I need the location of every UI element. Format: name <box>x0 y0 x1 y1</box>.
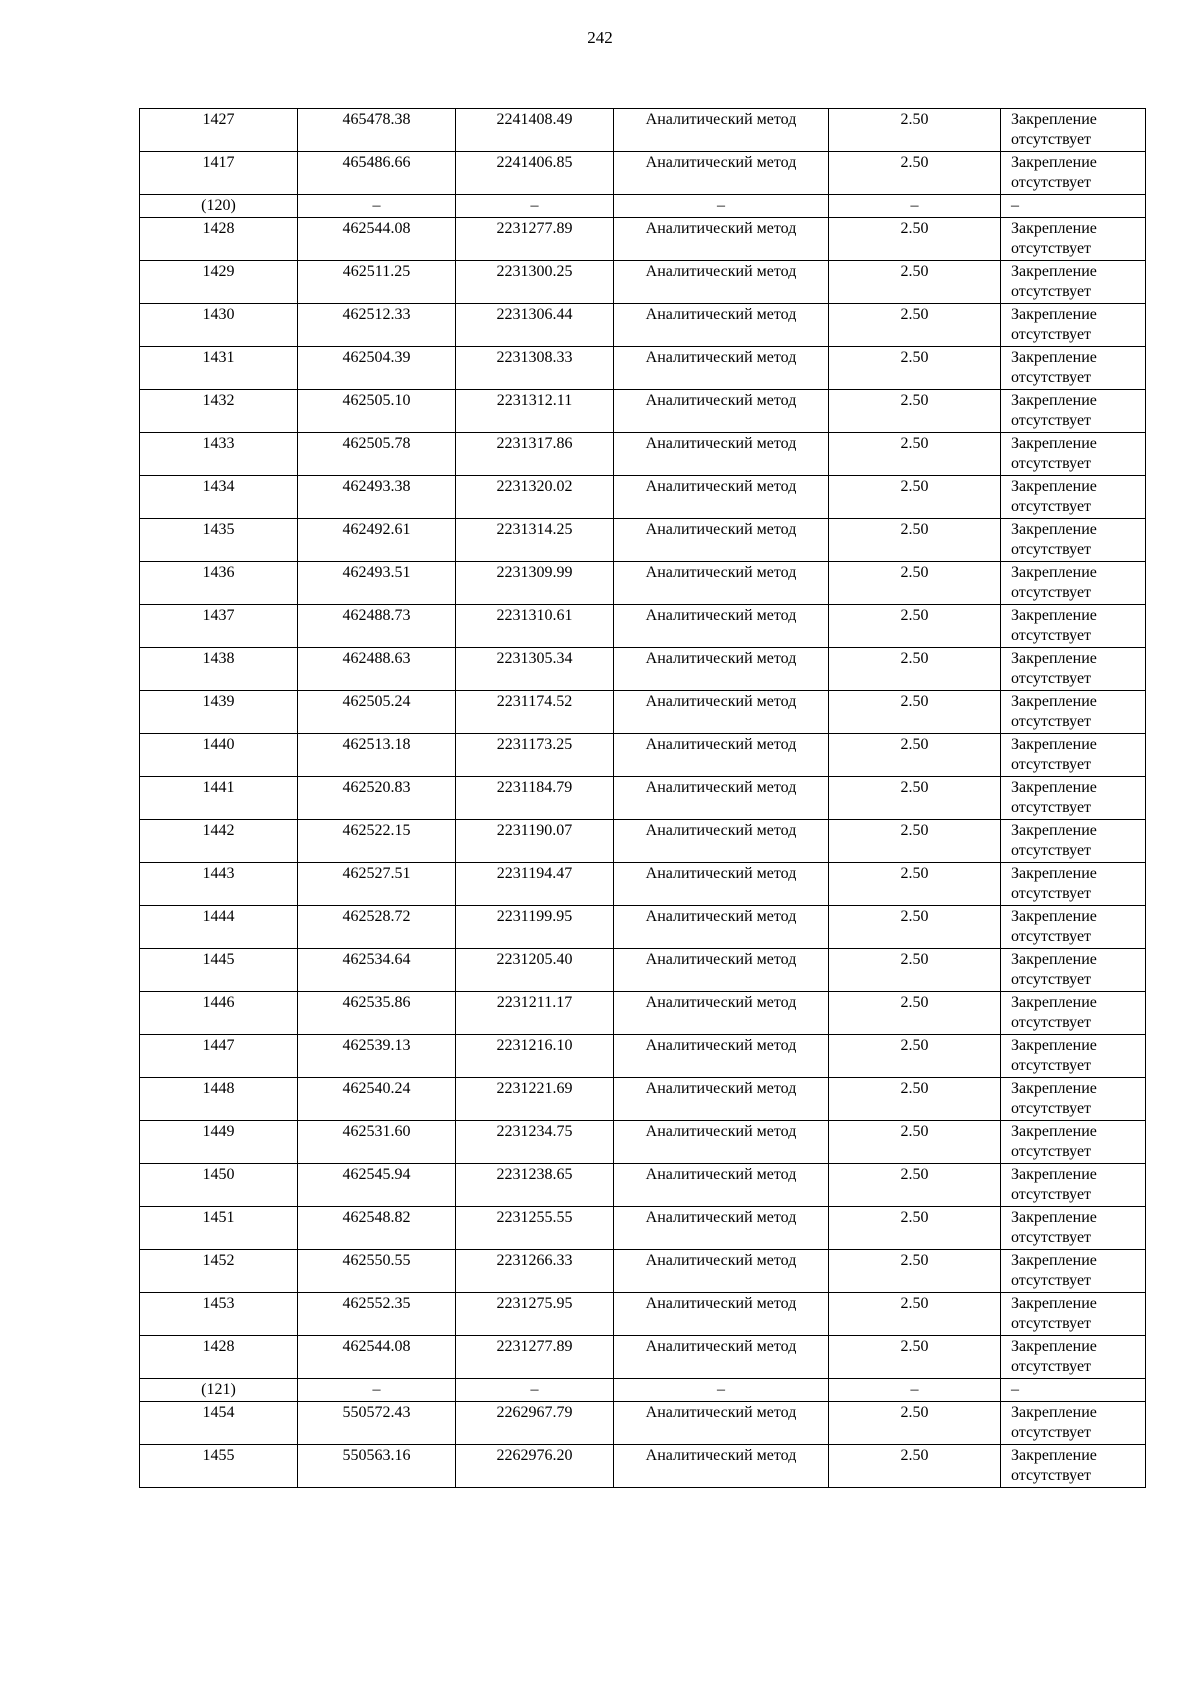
table-row <box>140 992 1146 1035</box>
y-coordinate-cell: 2231312.11 <box>456 390 614 433</box>
y-coordinate-cell: 2241408.49 <box>456 109 614 152</box>
fixation-cell: Закрепление отсутствует <box>1001 109 1146 152</box>
fixation-cell: Закрепление отсутствует <box>1001 691 1146 734</box>
x-coordinate-cell: 462522.15 <box>298 820 456 863</box>
y-coordinate-cell: 2231314.25 <box>456 519 614 562</box>
point-number-cell: 1447 <box>140 1035 298 1078</box>
accuracy-cell: 2.50 <box>829 1293 1001 1336</box>
accuracy-cell: 2.50 <box>829 1035 1001 1078</box>
point-number-cell: 1444 <box>140 906 298 949</box>
point-number-cell: 1454 <box>140 1402 298 1445</box>
accuracy-cell: 2.50 <box>829 605 1001 648</box>
accuracy-cell: 2.50 <box>829 1250 1001 1293</box>
accuracy-cell: 2.50 <box>829 562 1001 605</box>
point-number-cell: 1437 <box>140 605 298 648</box>
x-coordinate-cell: 462545.94 <box>298 1164 456 1207</box>
x-coordinate-cell: 462540.24 <box>298 1078 456 1121</box>
point-number-cell: (121) <box>140 1379 298 1402</box>
fixation-cell: Закрепление отсутствует <box>1001 1402 1146 1445</box>
x-coordinate-cell: 465486.66 <box>298 152 456 195</box>
method-cell: Аналитический метод <box>614 218 829 261</box>
method-cell: Аналитический метод <box>614 863 829 906</box>
accuracy-cell: 2.50 <box>829 519 1001 562</box>
accuracy-cell: 2.50 <box>829 734 1001 777</box>
point-number-cell: 1429 <box>140 261 298 304</box>
accuracy-cell: 2.50 <box>829 906 1001 949</box>
accuracy-cell: 2.50 <box>829 777 1001 820</box>
x-coordinate-cell: 462505.10 <box>298 390 456 433</box>
fixation-cell: Закрепление отсутствует <box>1001 476 1146 519</box>
table-row <box>140 1379 1146 1402</box>
table-row <box>140 906 1146 949</box>
y-coordinate-cell: 2231305.34 <box>456 648 614 691</box>
table-row <box>140 820 1146 863</box>
x-coordinate-cell: 462511.25 <box>298 261 456 304</box>
table-row <box>140 476 1146 519</box>
accuracy-cell: 2.50 <box>829 218 1001 261</box>
fixation-cell: – <box>1001 195 1146 218</box>
table-row <box>140 195 1146 218</box>
point-number-cell: 1433 <box>140 433 298 476</box>
table-row <box>140 1207 1146 1250</box>
method-cell: Аналитический метод <box>614 1402 829 1445</box>
point-number-cell: 1428 <box>140 218 298 261</box>
y-coordinate-cell: 2231266.33 <box>456 1250 614 1293</box>
point-number-cell: 1430 <box>140 304 298 347</box>
method-cell: Аналитический метод <box>614 519 829 562</box>
method-cell: Аналитический метод <box>614 605 829 648</box>
method-cell: Аналитический метод <box>614 648 829 691</box>
x-coordinate-cell: 462488.63 <box>298 648 456 691</box>
y-coordinate-cell: 2231205.40 <box>456 949 614 992</box>
y-coordinate-cell: 2231190.07 <box>456 820 614 863</box>
table-row <box>140 777 1146 820</box>
x-coordinate-cell: 462527.51 <box>298 863 456 906</box>
accuracy-cell: 2.50 <box>829 304 1001 347</box>
point-number-cell: 1439 <box>140 691 298 734</box>
y-coordinate-cell: 2231310.61 <box>456 605 614 648</box>
x-coordinate-cell: 462505.78 <box>298 433 456 476</box>
fixation-cell: Закрепление отсутствует <box>1001 1445 1146 1488</box>
coordinates-table <box>139 108 1146 1488</box>
x-coordinate-cell: 462539.13 <box>298 1035 456 1078</box>
fixation-cell: Закрепление отсутствует <box>1001 605 1146 648</box>
accuracy-cell: 2.50 <box>829 1207 1001 1250</box>
fixation-cell: Закрепление отсутствует <box>1001 1078 1146 1121</box>
y-coordinate-cell: 2231308.33 <box>456 347 614 390</box>
table-row <box>140 1293 1146 1336</box>
y-coordinate-cell: 2262967.79 <box>456 1402 614 1445</box>
fixation-cell: Закрепление отсутствует <box>1001 949 1146 992</box>
method-cell: – <box>614 195 829 218</box>
point-number-cell: 1441 <box>140 777 298 820</box>
x-coordinate-cell: 462504.39 <box>298 347 456 390</box>
y-coordinate-cell: 2231194.47 <box>456 863 614 906</box>
fixation-cell: Закрепление отсутствует <box>1001 1250 1146 1293</box>
fixation-cell: Закрепление отсутствует <box>1001 433 1146 476</box>
method-cell: Аналитический метод <box>614 562 829 605</box>
point-number-cell: 1417 <box>140 152 298 195</box>
x-coordinate-cell: 462505.24 <box>298 691 456 734</box>
y-coordinate-cell: 2231277.89 <box>456 218 614 261</box>
y-coordinate-cell: 2231238.65 <box>456 1164 614 1207</box>
point-number-cell: 1428 <box>140 1336 298 1379</box>
method-cell: Аналитический метод <box>614 433 829 476</box>
table-row <box>140 949 1146 992</box>
method-cell: Аналитический метод <box>614 992 829 1035</box>
point-number-cell: 1455 <box>140 1445 298 1488</box>
method-cell: Аналитический метод <box>614 476 829 519</box>
method-cell: Аналитический метод <box>614 820 829 863</box>
table-row <box>140 218 1146 261</box>
table-row <box>140 304 1146 347</box>
accuracy-cell: 2.50 <box>829 476 1001 519</box>
x-coordinate-cell: – <box>298 195 456 218</box>
point-number-cell: 1452 <box>140 1250 298 1293</box>
point-number-cell: 1446 <box>140 992 298 1035</box>
x-coordinate-cell: 550563.16 <box>298 1445 456 1488</box>
fixation-cell: Закрепление отсутствует <box>1001 519 1146 562</box>
y-coordinate-cell: 2231306.44 <box>456 304 614 347</box>
page-number: 242 <box>587 28 613 47</box>
point-number-cell: 1435 <box>140 519 298 562</box>
table-row <box>140 390 1146 433</box>
fixation-cell: Закрепление отсутствует <box>1001 304 1146 347</box>
x-coordinate-cell: 462493.38 <box>298 476 456 519</box>
fixation-cell: Закрепление отсутствует <box>1001 1121 1146 1164</box>
x-coordinate-cell: 462534.64 <box>298 949 456 992</box>
x-coordinate-cell: 462550.55 <box>298 1250 456 1293</box>
fixation-cell: Закрепление отсутствует <box>1001 906 1146 949</box>
table-row <box>140 1250 1146 1293</box>
table-row <box>140 519 1146 562</box>
table-row <box>140 734 1146 777</box>
point-number-cell: (120) <box>140 195 298 218</box>
accuracy-cell: 2.50 <box>829 648 1001 691</box>
table-row <box>140 1035 1146 1078</box>
x-coordinate-cell: 550572.43 <box>298 1402 456 1445</box>
method-cell: Аналитический метод <box>614 390 829 433</box>
x-coordinate-cell: 462520.83 <box>298 777 456 820</box>
method-cell: Аналитический метод <box>614 1293 829 1336</box>
y-coordinate-cell: 2231221.69 <box>456 1078 614 1121</box>
y-coordinate-cell: 2231255.55 <box>456 1207 614 1250</box>
method-cell: Аналитический метод <box>614 949 829 992</box>
method-cell: Аналитический метод <box>614 1336 829 1379</box>
y-coordinate-cell: 2231275.95 <box>456 1293 614 1336</box>
table-row <box>140 433 1146 476</box>
point-number-cell: 1443 <box>140 863 298 906</box>
table-row <box>140 1336 1146 1379</box>
fixation-cell: Закрепление отсутствует <box>1001 1164 1146 1207</box>
method-cell: Аналитический метод <box>614 777 829 820</box>
fixation-cell: Закрепление отсутствует <box>1001 820 1146 863</box>
table-row <box>140 347 1146 390</box>
y-coordinate-cell: 2231300.25 <box>456 261 614 304</box>
point-number-cell: 1445 <box>140 949 298 992</box>
method-cell: Аналитический метод <box>614 1445 829 1488</box>
fixation-cell: Закрепление отсутствует <box>1001 218 1146 261</box>
y-coordinate-cell: 2231173.25 <box>456 734 614 777</box>
accuracy-cell: 2.50 <box>829 261 1001 304</box>
point-number-cell: 1451 <box>140 1207 298 1250</box>
table-row <box>140 1121 1146 1164</box>
accuracy-cell: 2.50 <box>829 820 1001 863</box>
y-coordinate-cell: 2231199.95 <box>456 906 614 949</box>
point-number-cell: 1449 <box>140 1121 298 1164</box>
fixation-cell: Закрепление отсутствует <box>1001 390 1146 433</box>
y-coordinate-cell: – <box>456 195 614 218</box>
point-number-cell: 1453 <box>140 1293 298 1336</box>
x-coordinate-cell: 462493.51 <box>298 562 456 605</box>
accuracy-cell: – <box>829 195 1001 218</box>
y-coordinate-cell: 2231184.79 <box>456 777 614 820</box>
point-number-cell: 1431 <box>140 347 298 390</box>
x-coordinate-cell: 462528.72 <box>298 906 456 949</box>
fixation-cell: Закрепление отсутствует <box>1001 1035 1146 1078</box>
accuracy-cell: 2.50 <box>829 1445 1001 1488</box>
table-row <box>140 261 1146 304</box>
fixation-cell: Закрепление отсутствует <box>1001 1336 1146 1379</box>
fixation-cell: Закрепление отсутствует <box>1001 261 1146 304</box>
method-cell: Аналитический метод <box>614 304 829 347</box>
point-number-cell: 1436 <box>140 562 298 605</box>
fixation-cell: – <box>1001 1379 1146 1402</box>
point-number-cell: 1432 <box>140 390 298 433</box>
point-number-cell: 1434 <box>140 476 298 519</box>
point-number-cell: 1440 <box>140 734 298 777</box>
table-row <box>140 1164 1146 1207</box>
accuracy-cell: 2.50 <box>829 109 1001 152</box>
fixation-cell: Закрепление отсутствует <box>1001 992 1146 1035</box>
table-row <box>140 1445 1146 1488</box>
method-cell: Аналитический метод <box>614 1164 829 1207</box>
accuracy-cell: 2.50 <box>829 691 1001 734</box>
accuracy-cell: 2.50 <box>829 152 1001 195</box>
accuracy-cell: 2.50 <box>829 992 1001 1035</box>
y-coordinate-cell: 2231277.89 <box>456 1336 614 1379</box>
fixation-cell: Закрепление отсутствует <box>1001 152 1146 195</box>
x-coordinate-cell: 462535.86 <box>298 992 456 1035</box>
accuracy-cell: 2.50 <box>829 863 1001 906</box>
accuracy-cell: 2.50 <box>829 1121 1001 1164</box>
method-cell: Аналитический метод <box>614 1121 829 1164</box>
accuracy-cell: 2.50 <box>829 1336 1001 1379</box>
x-coordinate-cell: – <box>298 1379 456 1402</box>
x-coordinate-cell: 462512.33 <box>298 304 456 347</box>
table-row <box>140 863 1146 906</box>
x-coordinate-cell: 462531.60 <box>298 1121 456 1164</box>
x-coordinate-cell: 462488.73 <box>298 605 456 648</box>
table-body <box>140 109 1146 1488</box>
accuracy-cell: 2.50 <box>829 390 1001 433</box>
table-row <box>140 152 1146 195</box>
method-cell: – <box>614 1379 829 1402</box>
y-coordinate-cell: 2231234.75 <box>456 1121 614 1164</box>
y-coordinate-cell: 2231320.02 <box>456 476 614 519</box>
y-coordinate-cell: 2231216.10 <box>456 1035 614 1078</box>
method-cell: Аналитический метод <box>614 1207 829 1250</box>
method-cell: Аналитический метод <box>614 347 829 390</box>
y-coordinate-cell: 2231317.86 <box>456 433 614 476</box>
fixation-cell: Закрепление отсутствует <box>1001 734 1146 777</box>
y-coordinate-cell: 2262976.20 <box>456 1445 614 1488</box>
method-cell: Аналитический метод <box>614 1078 829 1121</box>
table-row <box>140 605 1146 648</box>
point-number-cell: 1427 <box>140 109 298 152</box>
accuracy-cell: 2.50 <box>829 433 1001 476</box>
accuracy-cell: – <box>829 1379 1001 1402</box>
x-coordinate-cell: 462513.18 <box>298 734 456 777</box>
fixation-cell: Закрепление отсутствует <box>1001 863 1146 906</box>
point-number-cell: 1442 <box>140 820 298 863</box>
table-row <box>140 562 1146 605</box>
fixation-cell: Закрепление отсутствует <box>1001 648 1146 691</box>
table-row <box>140 1078 1146 1121</box>
point-number-cell: 1450 <box>140 1164 298 1207</box>
y-coordinate-cell: 2231309.99 <box>456 562 614 605</box>
table-row <box>140 109 1146 152</box>
table-row <box>140 1402 1146 1445</box>
method-cell: Аналитический метод <box>614 1250 829 1293</box>
accuracy-cell: 2.50 <box>829 347 1001 390</box>
fixation-cell: Закрепление отсутствует <box>1001 1293 1146 1336</box>
method-cell: Аналитический метод <box>614 906 829 949</box>
table-row <box>140 648 1146 691</box>
point-number-cell: 1438 <box>140 648 298 691</box>
y-coordinate-cell: – <box>456 1379 614 1402</box>
method-cell: Аналитический метод <box>614 1035 829 1078</box>
table-row <box>140 691 1146 734</box>
method-cell: Аналитический метод <box>614 261 829 304</box>
y-coordinate-cell: 2231174.52 <box>456 691 614 734</box>
method-cell: Аналитический метод <box>614 152 829 195</box>
fixation-cell: Закрепление отсутствует <box>1001 347 1146 390</box>
fixation-cell: Закрепление отсутствует <box>1001 562 1146 605</box>
method-cell: Аналитический метод <box>614 734 829 777</box>
x-coordinate-cell: 462544.08 <box>298 218 456 261</box>
y-coordinate-cell: 2231211.17 <box>456 992 614 1035</box>
x-coordinate-cell: 465478.38 <box>298 109 456 152</box>
method-cell: Аналитический метод <box>614 109 829 152</box>
x-coordinate-cell: 462552.35 <box>298 1293 456 1336</box>
x-coordinate-cell: 462548.82 <box>298 1207 456 1250</box>
x-coordinate-cell: 462544.08 <box>298 1336 456 1379</box>
accuracy-cell: 2.50 <box>829 1402 1001 1445</box>
fixation-cell: Закрепление отсутствует <box>1001 1207 1146 1250</box>
x-coordinate-cell: 462492.61 <box>298 519 456 562</box>
fixation-cell: Закрепление отсутствует <box>1001 777 1146 820</box>
method-cell: Аналитический метод <box>614 691 829 734</box>
y-coordinate-cell: 2241406.85 <box>456 152 614 195</box>
accuracy-cell: 2.50 <box>829 949 1001 992</box>
accuracy-cell: 2.50 <box>829 1078 1001 1121</box>
point-number-cell: 1448 <box>140 1078 298 1121</box>
accuracy-cell: 2.50 <box>829 1164 1001 1207</box>
